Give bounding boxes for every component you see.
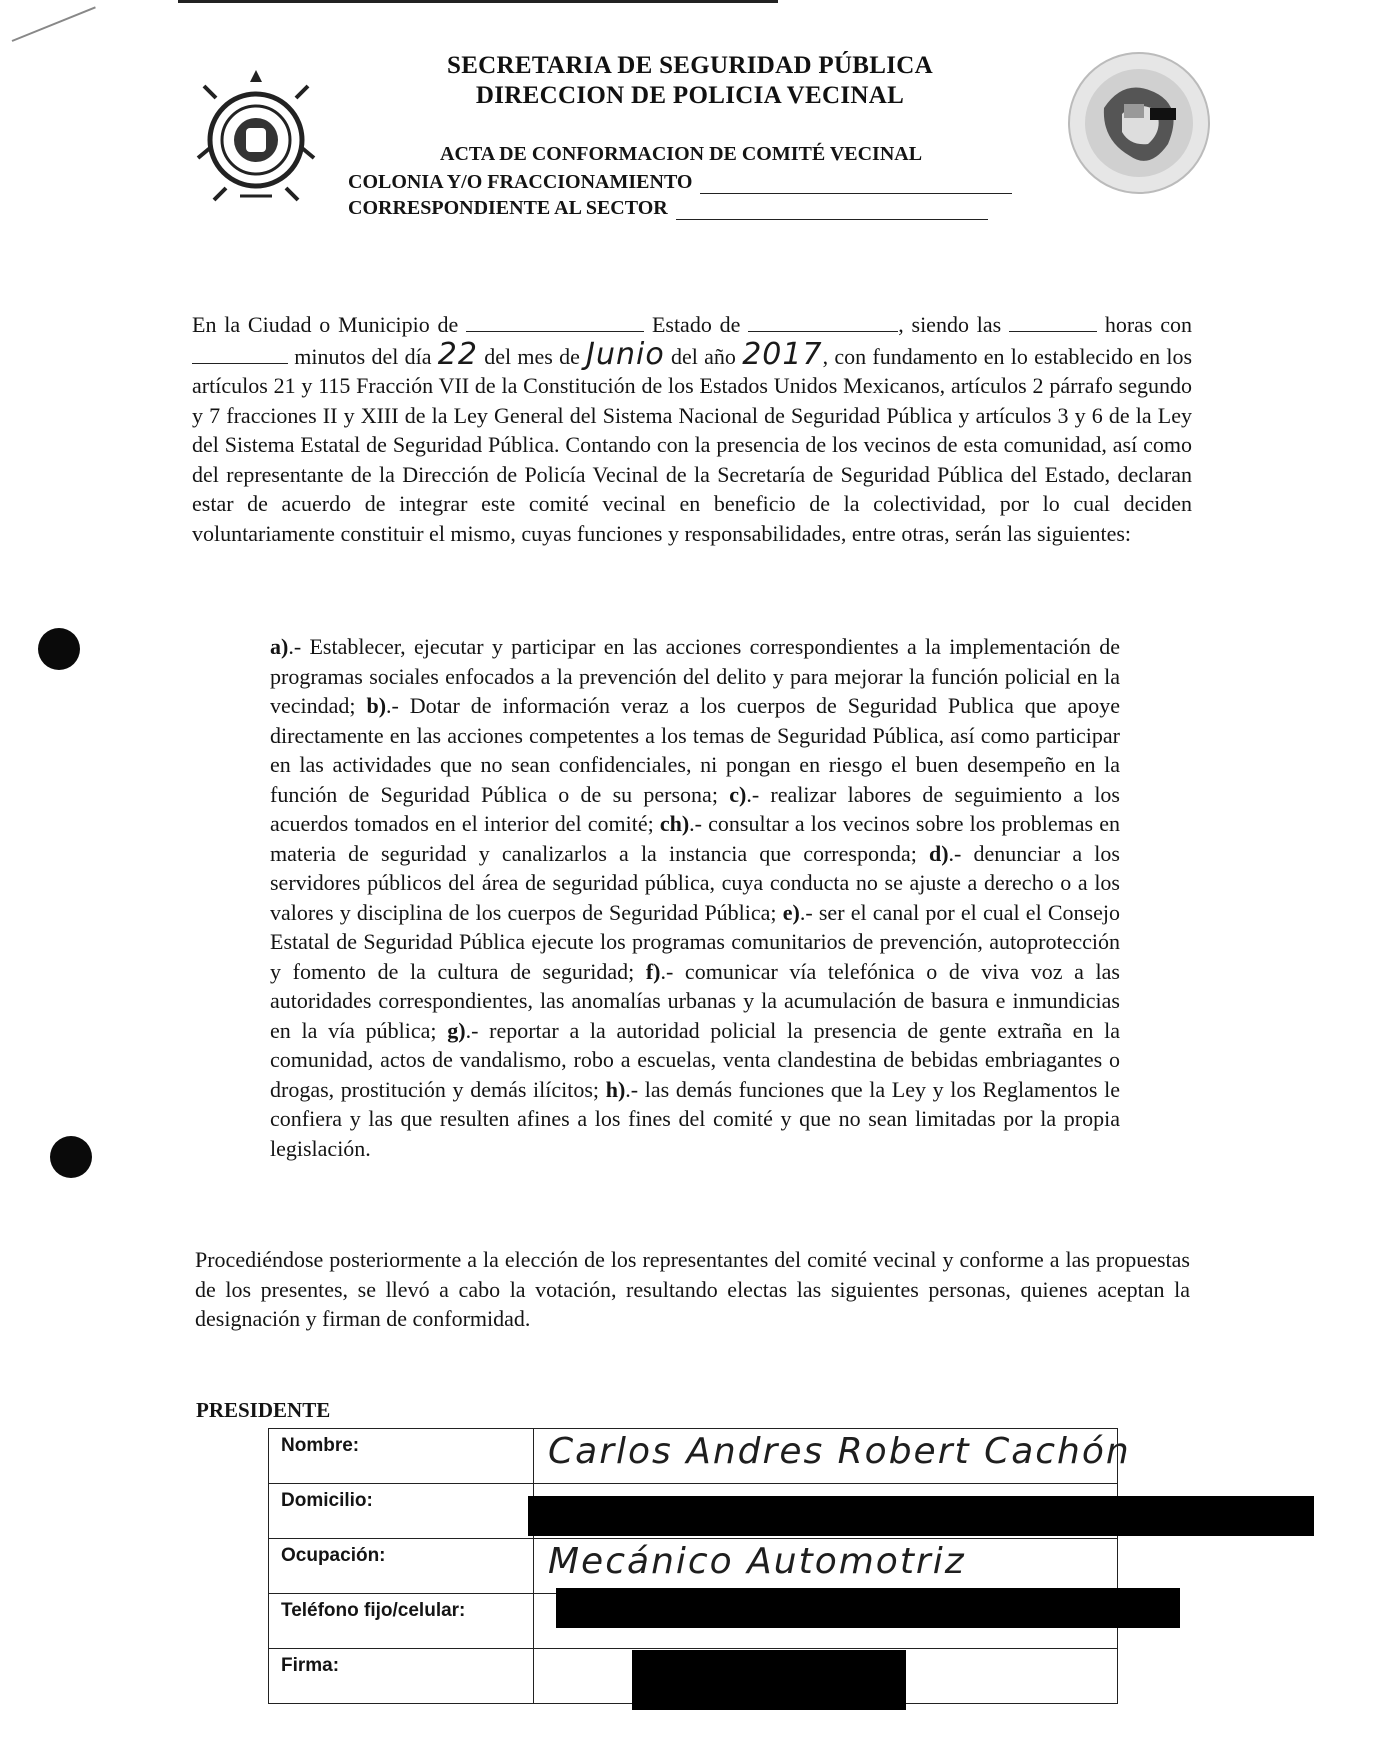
name-value: Carlos Andres Robert Cachón bbox=[548, 1431, 1131, 1472]
functions-list bbox=[270, 632, 1120, 1163]
intro-text-2: Estado de bbox=[651, 312, 741, 337]
table-row bbox=[269, 1539, 1118, 1594]
intro-text-5: minutos del día bbox=[294, 343, 432, 369]
colonia-field bbox=[348, 171, 1012, 194]
header-direccion: DIRECCION DE POLICIA VECINAL bbox=[475, 82, 905, 109]
occupation-cell bbox=[534, 1539, 1118, 1594]
address-label: Domicilio: bbox=[269, 1484, 534, 1539]
header-secretaria: SECRETARIA DE SEGURIDAD PÚBLICA bbox=[446, 52, 933, 79]
horas-blank bbox=[1009, 313, 1097, 332]
punch-hole-bottom bbox=[50, 1136, 92, 1178]
colonia-label: COLONIA Y/O FRACCIONAMIENTO bbox=[348, 171, 693, 193]
phone-redaction bbox=[556, 1588, 1180, 1628]
func-b-key: b) bbox=[366, 693, 387, 718]
name-label: Nombre: bbox=[269, 1429, 534, 1484]
estado-blank bbox=[748, 313, 898, 332]
occupation-label: Ocupación: bbox=[269, 1539, 534, 1594]
year-handwritten: 2017 bbox=[742, 336, 823, 372]
func-d-text: .- denunciar a los servidores públicos del área de seguridad pública, cuya conducta no se ajuste a derecho o a los valores y disciplina de los cuerpos de Seguridad Pública; bbox=[270, 840, 1120, 925]
func-a-key: a) bbox=[270, 634, 289, 659]
intro-text-8: , con fundamento en lo establecido en los artículos 21 y 115 Fracción VII de la Constitución de los Estados Unidos Mexicanos, artículos 2 párrafo segundo y 7 fracciones II y XIII de la Ley General del Sistema Nacional de Seguridad Pública y artículos 3 y 6 de la Ley del Sistema Estatal de Seguridad Pública. Contando con la presencia de los vecinos de esta comunidad, así como del representante de la Dirección de Policía Vecinal de la Secretaría de Seguridad Pública del Estado, declaran estar de acuerdo de integrar este comité vecinal en beneficio de la colectividad, por lo cual deciden voluntariamente constituir el mismo, cuyas funciones y responsabilidades, entre otras, serán las siguientes: bbox=[192, 343, 1193, 546]
top-border-line bbox=[178, 0, 778, 3]
occupation-value: Mecánico Automotriz bbox=[548, 1541, 966, 1582]
intro-text-6: del mes de bbox=[484, 343, 580, 369]
func-h-text: .- las demás funciones que la Ley y los Reglamentos le confiera y las que resulten afines a los fines del comité y que no sean limitadas por la propia legislación. bbox=[270, 1076, 1120, 1161]
municipio-blank bbox=[466, 313, 644, 332]
minutos-blank bbox=[192, 345, 288, 364]
sector-label: CORRESPONDIENTE AL SECTOR bbox=[348, 197, 668, 219]
sector-blank bbox=[676, 199, 988, 220]
signature-label: Firma: bbox=[269, 1649, 534, 1704]
func-e-text: .- ser el canal por el cual el Consejo Estatal de Seguridad Pública ejecute los programas comunitarios de prevención, autoprotección y fomento de la cultura de seguridad; bbox=[270, 899, 1120, 984]
intro-text-7: del año bbox=[671, 343, 736, 369]
intro-paragraph bbox=[192, 310, 1192, 548]
intro-text-1: En la Ciudad o Municipio de bbox=[192, 312, 459, 337]
func-g-text: .- reportar a la autoridad policial la presencia de gente extraña en la comunidad, actos de vandalismo, robo a escuelas, venta clandestina de bebidas embriagantes o drogas, prostitución y demás ilícitos; bbox=[270, 1017, 1120, 1102]
consejo-estatal-seal-icon bbox=[1064, 48, 1214, 198]
func-d-key: d) bbox=[928, 840, 949, 866]
func-h-key: h) bbox=[605, 1076, 626, 1102]
day-handwritten: 22 bbox=[437, 336, 478, 372]
address-redaction bbox=[528, 1496, 1314, 1536]
intro-text-3: , siendo las bbox=[898, 312, 1002, 337]
sector-field bbox=[348, 197, 988, 220]
phone-label: Teléfono fijo/celular: bbox=[269, 1594, 534, 1649]
intro-text-4: horas con bbox=[1104, 312, 1193, 337]
punch-hole-top bbox=[38, 628, 80, 670]
func-f-text: .- comunicar vía telefónica o de viva voz a las autoridades correspondientes, las anomalías urbanas y la acumulación de basura e inmundicias en la vía pública; bbox=[270, 958, 1120, 1043]
func-g-key: g) bbox=[447, 1017, 466, 1043]
colonia-blank bbox=[700, 173, 1012, 194]
signature-redaction bbox=[632, 1650, 906, 1710]
func-c-text: .- realizar labores de seguimiento a los acuerdos tomados en el interior del comité; bbox=[270, 781, 1120, 836]
func-ch-text: .- consultar a los vecinos sobre los problemas en materia de seguridad y canalizarlos a la instancia que corresponda; bbox=[270, 811, 1120, 866]
closing-paragraph: Procediéndose posteriormente a la elección de los representantes del comité vecinal y conforme a las propuestas de los presentes, se llevó a cabo la votación, resultando electas las siguientes personas, quienes aceptan la designación y firman de conformidad. bbox=[195, 1247, 1190, 1331]
name-cell bbox=[534, 1429, 1131, 1484]
president-section-label: PRESIDENTE bbox=[196, 1398, 331, 1422]
func-f-key: f) bbox=[645, 958, 661, 984]
func-e-key: e) bbox=[782, 899, 800, 925]
document-title: ACTA DE CONFORMACION DE COMITÉ VECINAL bbox=[440, 143, 923, 165]
func-ch-key: ch) bbox=[659, 811, 690, 836]
func-a-text: .- Establecer, ejecutar y participar en las acciones correspondientes a la implementación de programas sociales enfocados a la prevención del delito y para mejorar la función policial en la vecindad; bbox=[270, 634, 1120, 718]
func-c-key: c) bbox=[729, 781, 747, 807]
func-b-text: .- Dotar de información veraz a los cuerpos de Seguridad Publica que apoye directamente en las acciones competentes a los temas de Seguridad Pública, así como participar en las actividades que no sean confidenciales, ni pongan en riesgo el buen desempeño en la función de Seguridad Pública o de su persona; bbox=[270, 693, 1120, 807]
scan-mark bbox=[12, 6, 96, 42]
month-handwritten: Junio bbox=[586, 336, 665, 372]
secretaria-seguridad-seal-icon bbox=[196, 68, 316, 208]
table-row bbox=[269, 1429, 1118, 1484]
